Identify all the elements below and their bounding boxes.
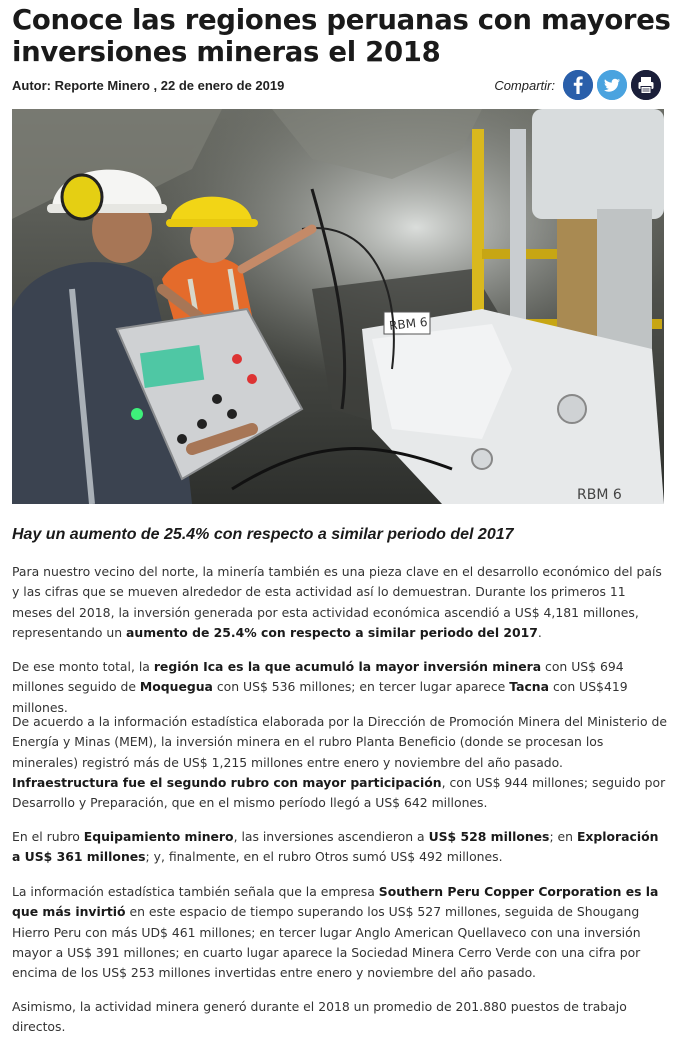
facebook-icon	[563, 70, 593, 100]
print-button[interactable]	[631, 70, 661, 100]
article-paragraph	[12, 657, 668, 718]
text-run: con US$ 536 millones; en tercer lugar aparece	[212, 679, 510, 695]
facebook-share-button[interactable]	[563, 70, 593, 100]
text-run: Asimismo, la actividad minera generó durante el 2018 un promedio de 201.880 puestos de trabajo directos.	[12, 999, 627, 1035]
print-icon	[631, 70, 661, 100]
article-title: Conoce las regiones peruanas con mayores inversiones mineras el 2018	[12, 4, 671, 68]
twitter-share-button[interactable]	[597, 70, 627, 100]
bold-text: Infraestructura fue el segundo rubro con mayor participación	[12, 774, 442, 790]
article-photo	[12, 109, 664, 504]
article-paragraph	[12, 882, 668, 983]
article-subtitle: Hay un aumento de 25.4% con respecto a similar periodo del 2017	[12, 526, 514, 543]
text-run: , las inversiones ascendieron a	[233, 829, 429, 844]
text-run: , con US$ 944 millones; seguido por Desarrollo y Preparación, que en el mismo período llegó a US$ 642 millones.	[12, 774, 666, 811]
text-run: con US$ 694 millones seguido de	[12, 659, 624, 695]
bold-text: Moquegua	[139, 679, 213, 695]
bold-text: US$ 528 millones	[428, 829, 550, 844]
bold-text: Equipamiento minero	[83, 829, 234, 844]
text-run: ; en	[549, 829, 577, 844]
mining-scene-illustration	[12, 109, 664, 504]
article-paragraph	[12, 827, 668, 868]
text-run: en este espacio de tiempo superando los US$ 527 millones, seguida de Shougang Hierro Peru con más UD$ 461 millones; en tercer lugar Anglo American Quellaveco con una inversión mayor a US$ 391 millones; en cuarto lugar aparece la Sociedad Minera Cerro Verde con una cifra por encima de los US$ 253 millones invertidas entre enero y noviembre del año pasado.	[12, 904, 641, 981]
text-run: ; y, finalmente, en el rubro Otros sumó US$ 492 millones.	[145, 849, 503, 865]
bold-text: aumento de 25.4% con respecto a similar periodo del 2017	[126, 624, 538, 640]
article-paragraph	[12, 997, 668, 1038]
bold-text: región Ica es la que acumuló la mayor inversión minera	[153, 659, 542, 674]
bold-text: Tacna	[509, 679, 549, 695]
text-run: La información estadística también señala que la empresa	[12, 884, 379, 899]
share-label: Compartir:	[494, 77, 555, 93]
twitter-icon	[597, 70, 627, 100]
article-paragraph	[12, 712, 668, 813]
text-run: De ese monto total, la	[12, 659, 154, 674]
text-run: Para nuestro vecino del norte, la minería también es una pieza clave en el desarrollo económico del país y las cifras que se mueven alrededor de esta actividad así lo demuestran. Durante los primeros 11 meses del 2018, la inversión generada por esta actividad económica ascendió a US$ 4,181 millones, representando un	[12, 564, 662, 640]
bold-text: Exploración a US$ 361 millones	[12, 829, 659, 865]
machine-label: RBM 6	[577, 487, 622, 503]
text-run: .	[537, 624, 542, 640]
article-meta: Autor: Reporte Minero , 22 de enero de 2019	[12, 78, 285, 93]
machine-label: RBM 6	[388, 314, 429, 333]
text-run: En el rubro	[12, 829, 84, 844]
article-paragraph	[12, 562, 668, 643]
text-run: con US$419 millones.	[12, 679, 628, 715]
bold-text: Southern Peru Copper Corporation es la que más invirtió	[12, 884, 659, 920]
share-bar	[494, 70, 661, 100]
text-run: De acuerdo a la información estadística elaborada por la Dirección de Promoción Minera del Ministerio de Energía y Minas (MEM), la inversión minera en el rubro Planta Beneficio (donde se procesan los minerales) registró más de US$ 1,215 millones entre enero y noviembre del año pasado.	[12, 714, 667, 770]
